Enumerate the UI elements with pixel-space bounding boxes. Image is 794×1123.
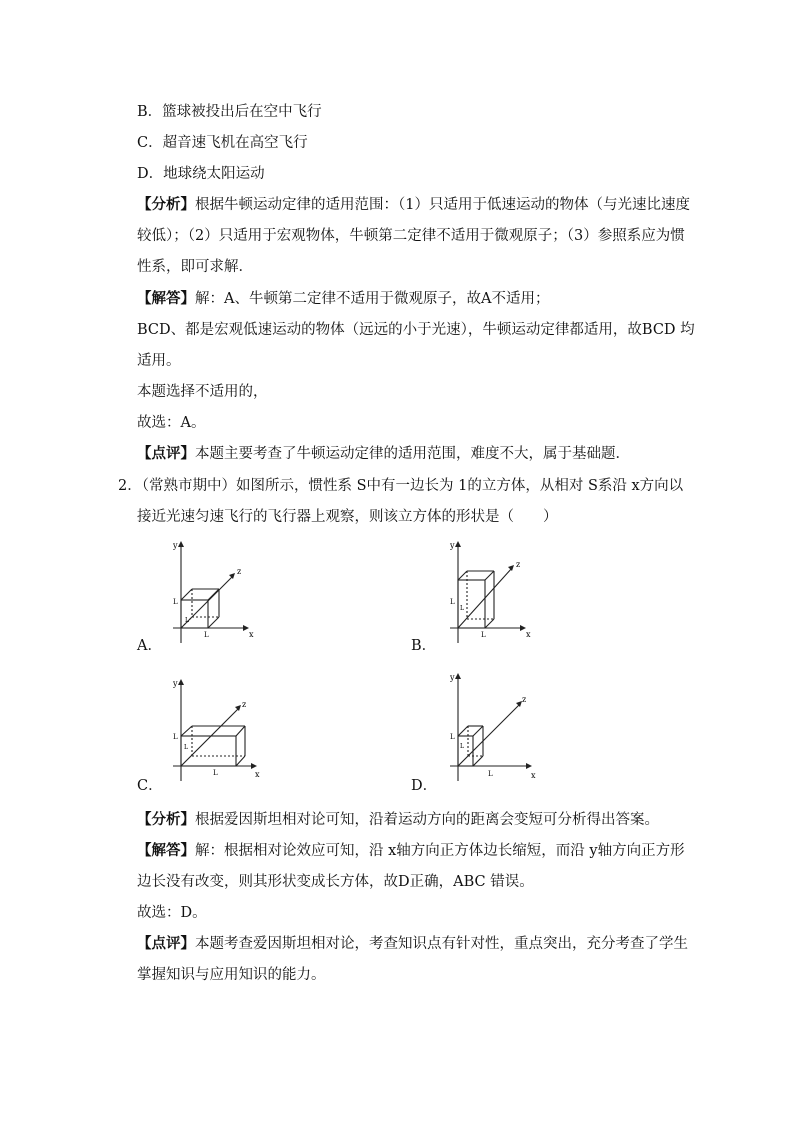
option-d-prev: D．地球绕太阳运动: [137, 166, 265, 182]
z-axis-label: z: [516, 560, 521, 569]
q2-analysis-tag: 【分析】: [137, 811, 195, 828]
q1-analysis-text-1: 根据牛顿运动定律的适用范围：（1）只适用于低速运动的物体（与光速比速度: [195, 197, 690, 213]
option-d-label: D．: [411, 778, 438, 794]
l-label-y: L: [450, 598, 455, 606]
figure-a: [165, 538, 265, 648]
q1-comment-line: [137, 444, 630, 464]
option-a-label: A．: [137, 638, 162, 654]
q1-answer-tag: 【解答】: [137, 290, 195, 307]
x-axis-label: x: [526, 630, 531, 639]
q1-analysis-line-1: [137, 195, 690, 215]
q1-answer-line-2: BCD、都是宏观低速运动的物体（远远的小于光速），牛顿运动定律都适用，故BCD 均: [137, 322, 695, 338]
q2-answer-text-1: 解：根据相对论效应可知，沿 x轴方向正方体边长缩短，而沿 y轴方向正方形: [195, 843, 685, 859]
l-label-x: L: [213, 769, 218, 777]
option-b-label: B．: [411, 638, 437, 654]
q1-comment-text: 本题主要考查了牛顿运动定律的适用范围，难度不大，属于基础题．: [195, 446, 630, 462]
q2-comment-line-1: [137, 934, 688, 954]
l-label-x: L: [481, 631, 486, 639]
q2-stem-line-1: 2．（常熟市期中）如图所示，惯性系 S中有一边长为 1的立方体，从相对 S系沿 x方向以: [118, 478, 684, 494]
l-label-y: L: [173, 733, 178, 741]
q2-answer-line-3: 故选：D。: [137, 905, 207, 921]
z-axis-label: z: [237, 567, 242, 576]
l-label-z: L: [185, 617, 189, 624]
q1-analysis-line-3: 性系，即可求解．: [137, 259, 253, 275]
option-c-label: C．: [137, 778, 163, 794]
z-axis-label: z: [522, 695, 527, 704]
q2-answer-line-1: [137, 841, 685, 861]
option-c-prev: C．超音速飞机在高空飞行: [137, 135, 308, 151]
q1-analysis-tag: 【分析】: [137, 196, 195, 213]
y-axis-label: y: [173, 541, 178, 550]
q2-analysis-line: [137, 810, 659, 830]
l-label-x: L: [488, 770, 493, 778]
q1-answer-line-3: 适用。: [137, 353, 181, 369]
q1-comment-tag: 【点评】: [137, 445, 195, 462]
q2-answer-tag: 【解答】: [137, 842, 195, 859]
l-label-z: L: [460, 743, 464, 750]
q2-comment-tag: 【点评】: [137, 935, 195, 952]
x-axis-label: x: [255, 770, 260, 779]
q2-comment-line-2: 掌握知识与应用知识的能力。: [137, 967, 326, 983]
y-axis-label: y: [173, 679, 178, 688]
l-label-y: L: [173, 598, 178, 606]
x-axis-label: x: [249, 630, 254, 639]
y-axis-label: y: [450, 541, 455, 550]
q1-answer-line-4: 本题选择不适用的，: [137, 384, 268, 400]
figure-c: [165, 676, 265, 786]
q2-stem-line-2: 接近光速匀速飞行的飞行器上观察，则该立方体的形状是（ ）: [137, 509, 558, 525]
q1-answer-line-5: 故选：A。: [137, 415, 206, 431]
q2-answer-line-2: 边长没有改变，则其形状变成长方体，故D正确，ABC 错误。: [137, 874, 534, 890]
q1-answer-line-1: [137, 289, 549, 309]
q1-answer-text-1: 解：A、牛顿第二定律不适用于微观原子，故A不适用；: [195, 291, 550, 307]
y-axis-label: y: [450, 673, 455, 682]
l-label-z: L: [460, 605, 464, 612]
q2-analysis-text: 根据爱因斯坦相对论可知，沿着运动方向的距离会变短可分析得出答案。: [195, 812, 659, 828]
z-axis-label: z: [242, 700, 247, 709]
l-label-z: L: [184, 744, 188, 751]
q1-analysis-line-2: 较低）；（2）只适用于宏观物体，牛顿第二定律不适用于微观原子；（3）参照系应为惯: [137, 228, 685, 244]
l-label-x: L: [204, 631, 209, 639]
figure-d: [442, 670, 542, 786]
option-b-prev: B．篮球被投出后在空中飞行: [137, 104, 322, 120]
figure-b: [442, 538, 542, 648]
l-label-y: L: [450, 733, 455, 741]
q2-comment-text-1: 本题考查爱因斯坦相对论，考查知识点有针对性，重点突出，充分考查了学生: [195, 936, 688, 952]
x-axis-label: x: [531, 771, 536, 780]
